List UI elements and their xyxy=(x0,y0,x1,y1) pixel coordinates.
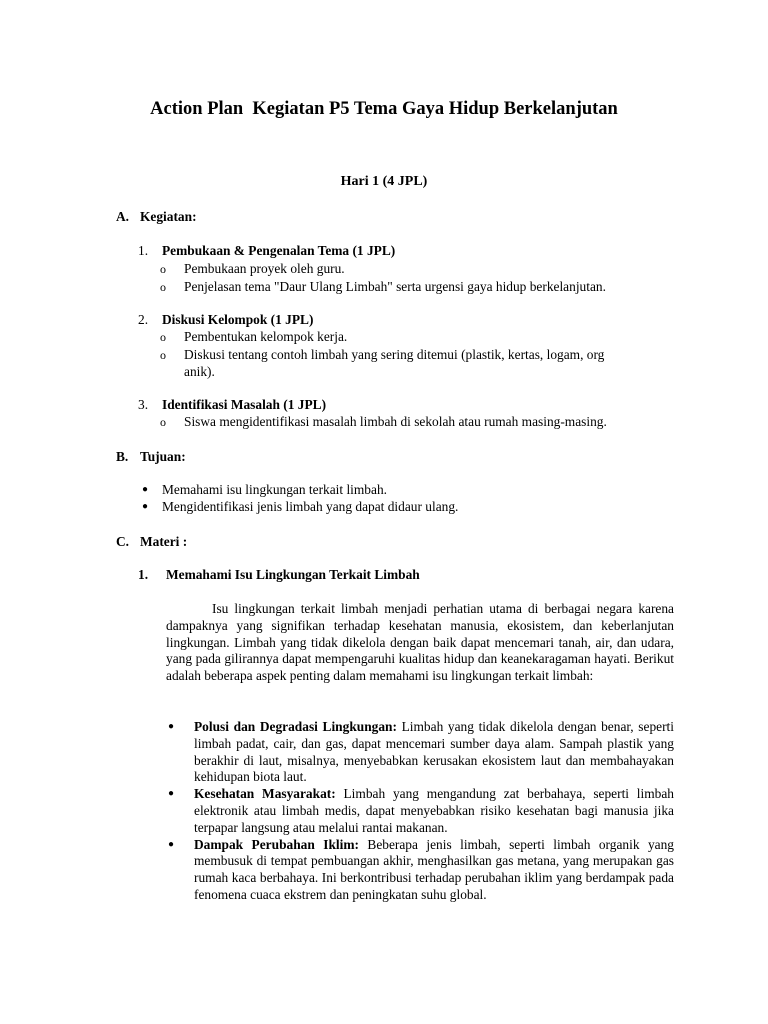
page-title: Action Plan Kegiatan P5 Tema Gaya Hidup Berkelanjutan xyxy=(150,99,618,119)
activity-title: Pembukaan & Pengenalan Tema (1 JPL) xyxy=(162,243,396,258)
section-a-heading: Kegiatan: xyxy=(140,209,197,224)
materi-paragraph xyxy=(166,601,674,685)
section-b-heading: Tujuan: xyxy=(140,449,186,464)
section-b-label: B. xyxy=(116,449,129,464)
bullet-icon: ● xyxy=(168,838,175,850)
bullet-term: Kesehatan Masyarakat: xyxy=(194,786,336,802)
list-item: Memahami isu lingkungan terkait limbah. xyxy=(162,482,387,497)
section-a-label: A. xyxy=(116,209,130,224)
list-item: Mengidentifikasi jenis limbah yang dapat didaur ulang. xyxy=(162,499,459,514)
bullet-icon: ● xyxy=(168,721,175,732)
bullet-icon: ● xyxy=(168,788,175,800)
paragraph-text: Isu lingkungan terkait limbah menjadi perhatian utama di berbagai negara karena dampaknya yang signifikan terhadap kesehatan manusia, ekosistem, dan keberlanjutan lingkungan. Limbah yang tidak dikelola dengan baik dapat mencemari tanah, air, dan udara, yang pada gilirannya dapat mempengaruhi kualitas hidup dan keanekaragaman hayati. Berikut adalah beberapa aspek penting dalam memahami isu lingkungan terkait limbah: xyxy=(166,601,674,684)
list-item xyxy=(168,786,674,836)
activity-title: Diskusi Kelompok (1 JPL) xyxy=(162,312,314,327)
list-item: Penjelasan tema "Daur Ulang Limbah" serta urgensi gaya hidup berkelanjutan. xyxy=(184,278,606,294)
materi-title: Memahami Isu Lingkungan Terkait Limbah xyxy=(166,567,420,582)
activity-number: 3. xyxy=(138,397,149,412)
bullet-text: Limbah yang tidak dikelola dengan benar, seperti limbah padat, cair, dan gas, dapat mencemari sumber daya alam. Sampah plastik yang berakhir di laut, misalnya, menyebabkan kerusakan ekosistem laut dan membahayakan kehidupan biota laut. xyxy=(194,719,674,785)
section-c-label: C. xyxy=(116,534,130,549)
list-item: Pembukaan proyek oleh guru. xyxy=(184,261,345,276)
activity-number: 2. xyxy=(138,312,149,327)
list-item: Diskusi tentang contoh limbah yang sering ditemui (plastik, kertas, logam, org xyxy=(184,346,605,362)
circle-bullet-icon: o xyxy=(160,415,166,429)
list-item xyxy=(168,719,674,786)
activity-title: Identifikasi Masalah (1 JPL) xyxy=(162,397,327,412)
list-item xyxy=(168,837,674,904)
list-item-continuation: anik). xyxy=(184,364,215,379)
circle-bullet-icon: o xyxy=(160,348,166,362)
activity-number: 1. xyxy=(138,243,149,258)
day-heading: Hari 1 (4 JPL) xyxy=(340,174,428,189)
list-item: Siswa mengidentifikasi masalah limbah di sekolah atau rumah masing-masing. xyxy=(184,414,607,429)
bullet-icon: ● xyxy=(142,501,149,512)
bullet-term: Polusi dan Degradasi Lingkungan: xyxy=(194,719,397,734)
circle-bullet-icon: o xyxy=(160,330,166,344)
bullet-term: Dampak Perubahan Iklim: xyxy=(194,836,359,852)
bullet-icon: ● xyxy=(142,484,149,495)
bullet-text: Beberapa jenis limbah, seperti limbah organik yang membusuk di tempat pembuangan akhir, menghasilkan gas metana, yang merupakan gas rumah kaca berbahaya. Ini berkontribusi terhadap perubahan iklim yang berdampak pada fenomena cuaca ekstrem dan peningkatan suhu global. xyxy=(194,836,674,902)
list-item: Pembentukan kelompok kerja. xyxy=(184,329,348,344)
circle-bullet-icon: o xyxy=(160,262,166,276)
materi-number: 1. xyxy=(138,567,149,582)
bullet-text: Limbah yang mengandung zat berbahaya, seperti limbah elektronik atau limbah medis, dapat menyebabkan risiko kesehatan bagi manusia jika terpapar langsung atau melalui rantai makanan. xyxy=(194,786,674,835)
section-c-heading: Materi : xyxy=(140,534,188,549)
materi-bullet-list xyxy=(168,719,674,904)
circle-bullet-icon: o xyxy=(160,280,166,294)
